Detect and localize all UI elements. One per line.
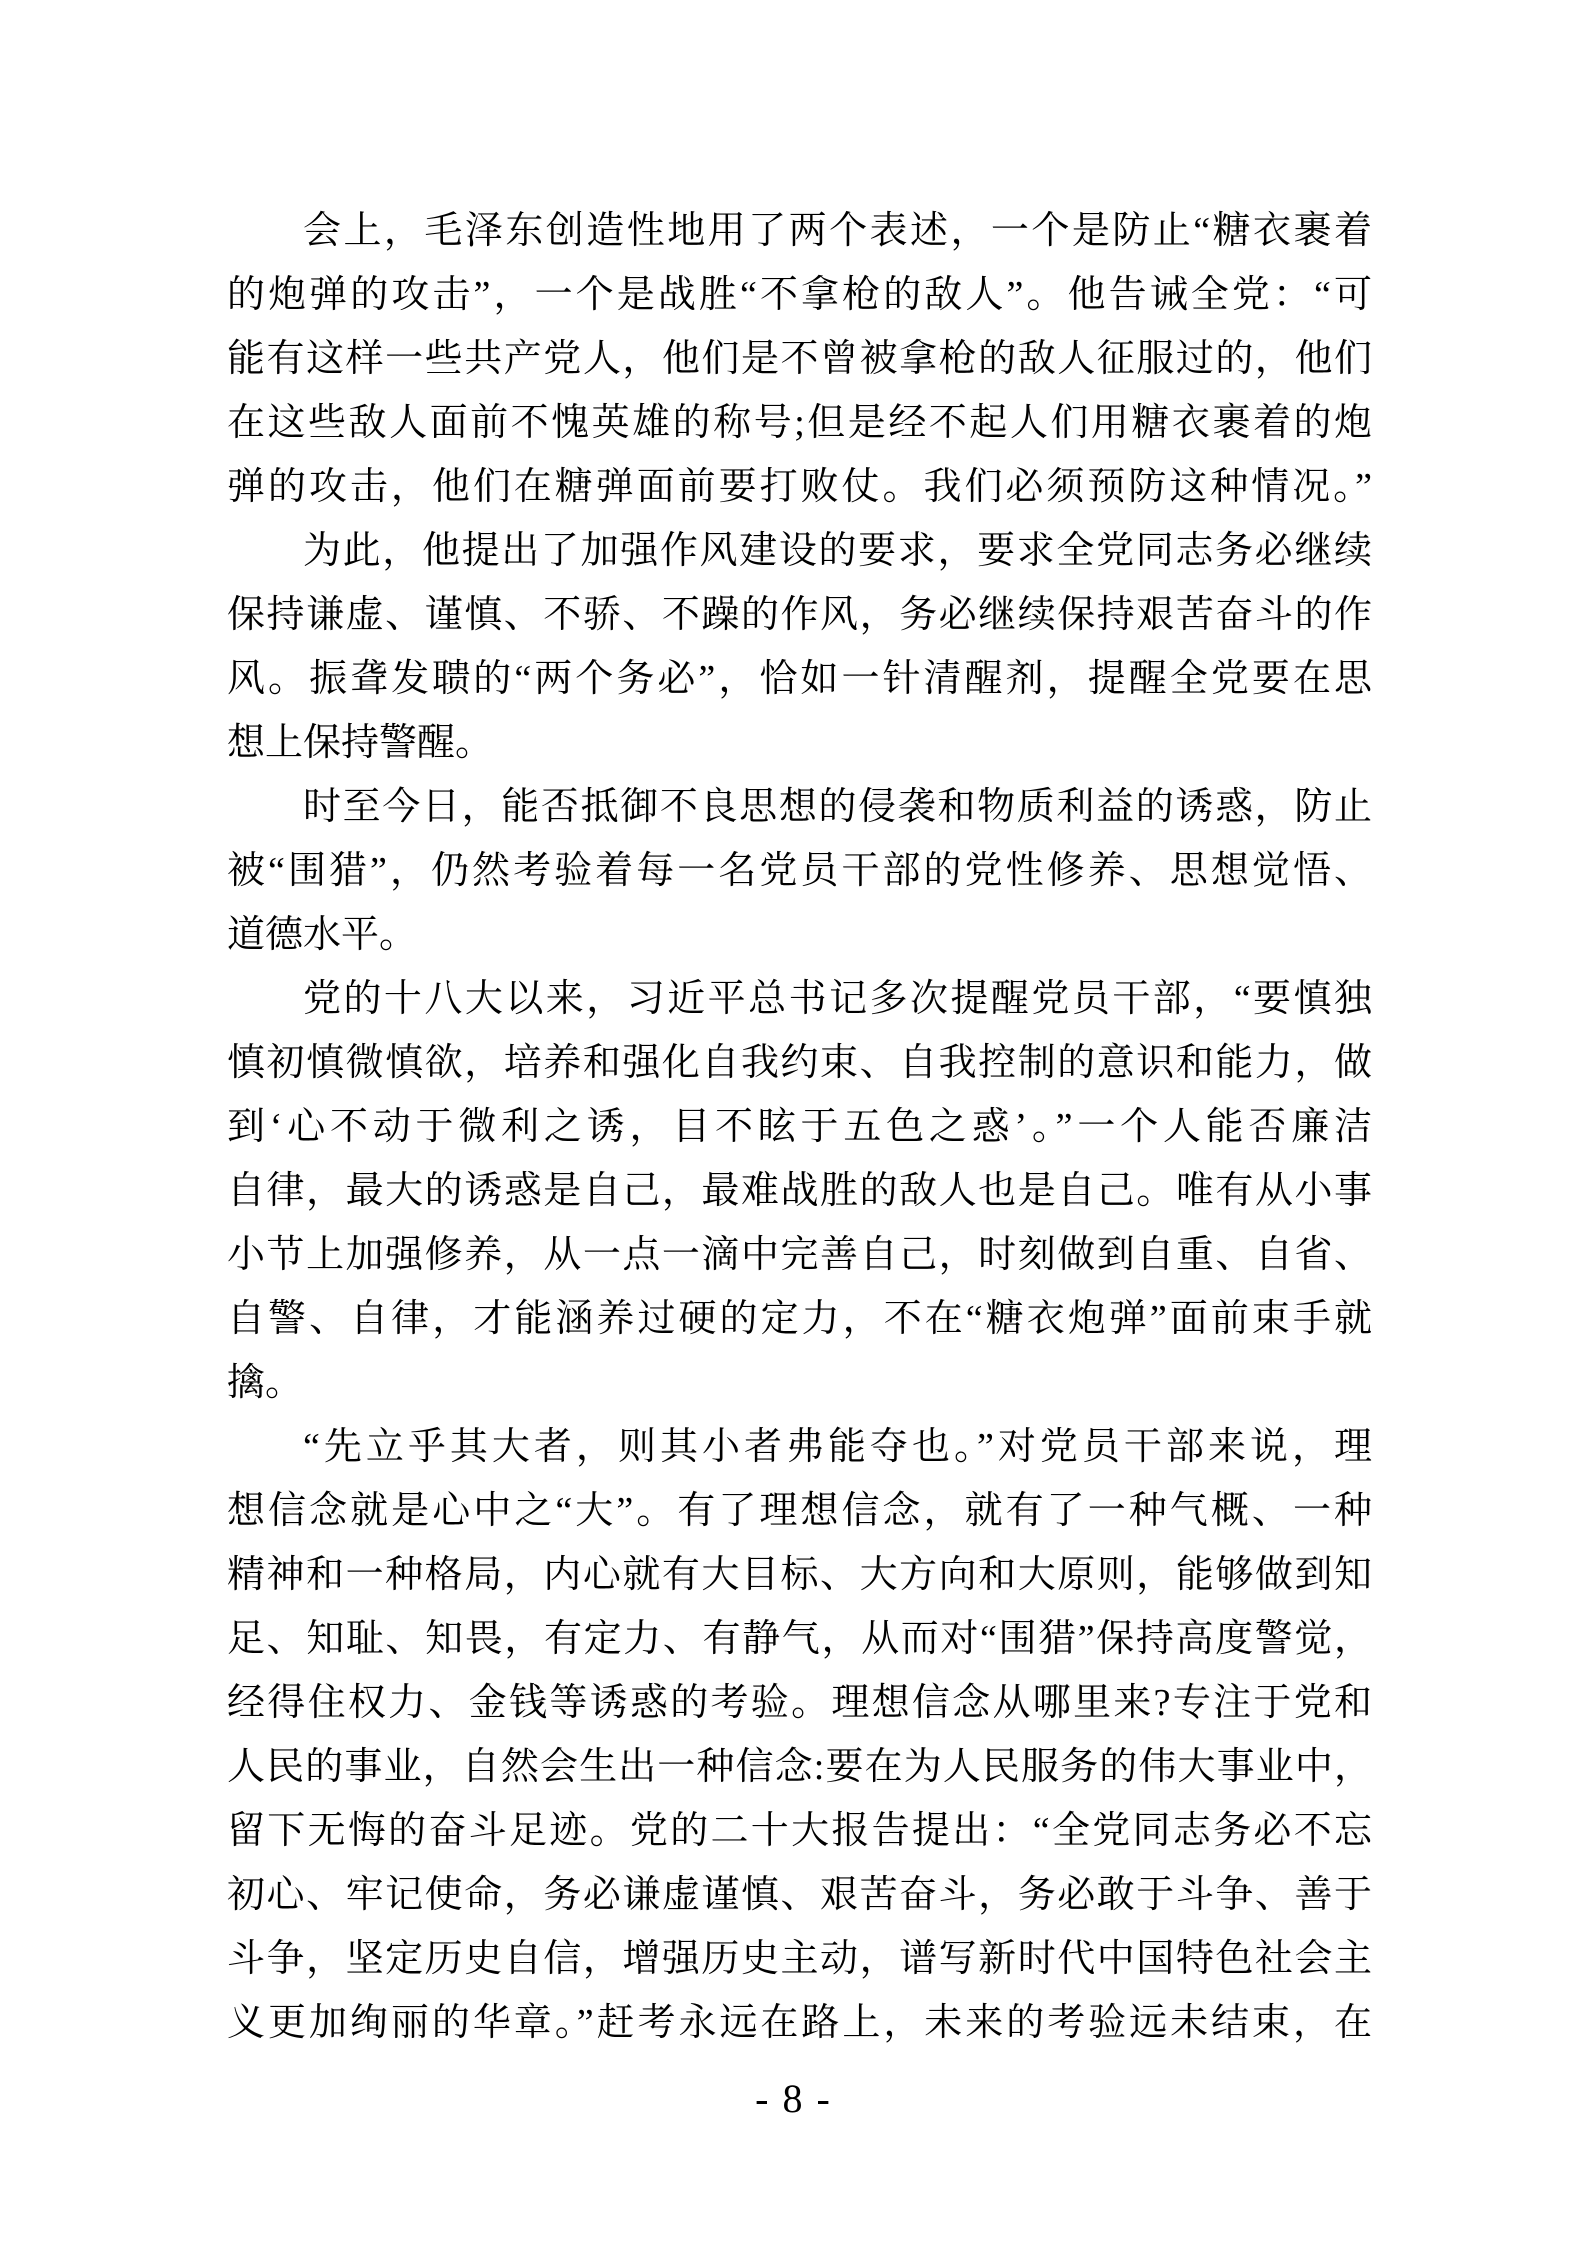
text-line: 到‘心不动于微利之诱，目不眩于五色之惑’。”一个人能否廉洁: [227, 1106, 1372, 1148]
text-line: 时至今日，能否抵御不良思想的侵袭和物质利益的诱惑，防止: [303, 786, 1372, 828]
text-line: 自律，最大的诱惑是自己，最难战胜的敌人也是自己。唯有从小事: [227, 1170, 1372, 1212]
text-line: 被“围猎”，仍然考验着每一名党员干部的党性修养、思想觉悟、: [227, 850, 1372, 892]
text-line: 在这些敌人面前不愧英雄的称号;但是经不起人们用糖衣裹着的炮: [227, 402, 1372, 444]
paragraph: [227, 1415, 1372, 2055]
text-line: 保持谦虚、谨慎、不骄、不躁的作风，务必继续保持艰苦奋斗的作: [227, 594, 1372, 636]
text-line: 精神和一种格局，内心就有大目标、大方向和大原则，能够做到知: [227, 1554, 1372, 1596]
text-line: 为此，他提出了加强作风建设的要求，要求全党同志务必继续: [303, 530, 1372, 572]
paragraph: [227, 967, 1372, 1415]
text-line: 会上，毛泽东创造性地用了两个表述，一个是防止“糖衣裹着: [303, 210, 1372, 252]
text-line: 风。振聋发聩的“两个务必”，恰如一针清醒剂，提醒全党要在思: [227, 658, 1372, 700]
paragraph: [227, 775, 1372, 967]
text-line: 斗争，坚定历史自信，增强历史主动，谱写新时代中国特色社会主: [227, 1938, 1372, 1980]
page-number: - 8 -: [755, 2076, 832, 2121]
text-line: 想信念就是心中之“大”。有了理想信念，就有了一种气概、一种: [227, 1490, 1372, 1532]
text-line: 义更加绚丽的华章。”赶考永远在路上，未来的考验远未结束，在: [227, 2002, 1372, 2044]
document-body: [227, 199, 1372, 2055]
paragraph: [227, 519, 1372, 775]
text-line: 能有这样一些共产党人，他们是不曾被拿枪的敌人征服过的，他们: [227, 338, 1372, 380]
text-line: 经得住权力、金钱等诱惑的考验。理想信念从哪里来?专注于党和: [227, 1682, 1372, 1724]
text-line: 弹的攻击，他们在糖弹面前要打败仗。我们必须预防这种情况。”: [227, 466, 1372, 508]
paragraph: [227, 199, 1372, 519]
text-line: 道德水平。: [227, 914, 418, 956]
text-line: 足、知耻、知畏，有定力、有静气，从而对“围猎”保持高度警觉，: [227, 1618, 1372, 1660]
text-line: 擒。: [227, 1362, 304, 1404]
text-line: 初心、牢记使命，务必谦虚谨慎、艰苦奋斗，务必敢于斗争、善于: [227, 1874, 1372, 1916]
text-line: 慎初慎微慎欲，培养和强化自我约束、自我控制的意识和能力，做: [227, 1042, 1372, 1084]
text-line: 小节上加强修养，从一点一滴中完善自己，时刻做到自重、自省、: [227, 1234, 1372, 1276]
text-line: “先立乎其大者，则其小者弗能夺也。”对党员干部来说，理: [303, 1426, 1372, 1468]
text-line: 留下无悔的奋斗足迹。党的二十大报告提出：“全党同志务必不忘: [227, 1810, 1372, 1852]
text-line: 党的十八大以来，习近平总书记多次提醒党员干部，“要慎独: [303, 978, 1372, 1020]
text-line: 想上保持警醒。: [227, 722, 494, 764]
text-line: 的炮弹的攻击”，一个是战胜“不拿枪的敌人”。他告诫全党：“可: [227, 274, 1372, 316]
text-line: 自警、自律，才能涵养过硬的定力，不在“糖衣炮弹”面前束手就: [227, 1298, 1372, 1340]
text-line: 人民的事业，自然会生出一种信念:要在为人民服务的伟大事业中，: [227, 1746, 1372, 1788]
